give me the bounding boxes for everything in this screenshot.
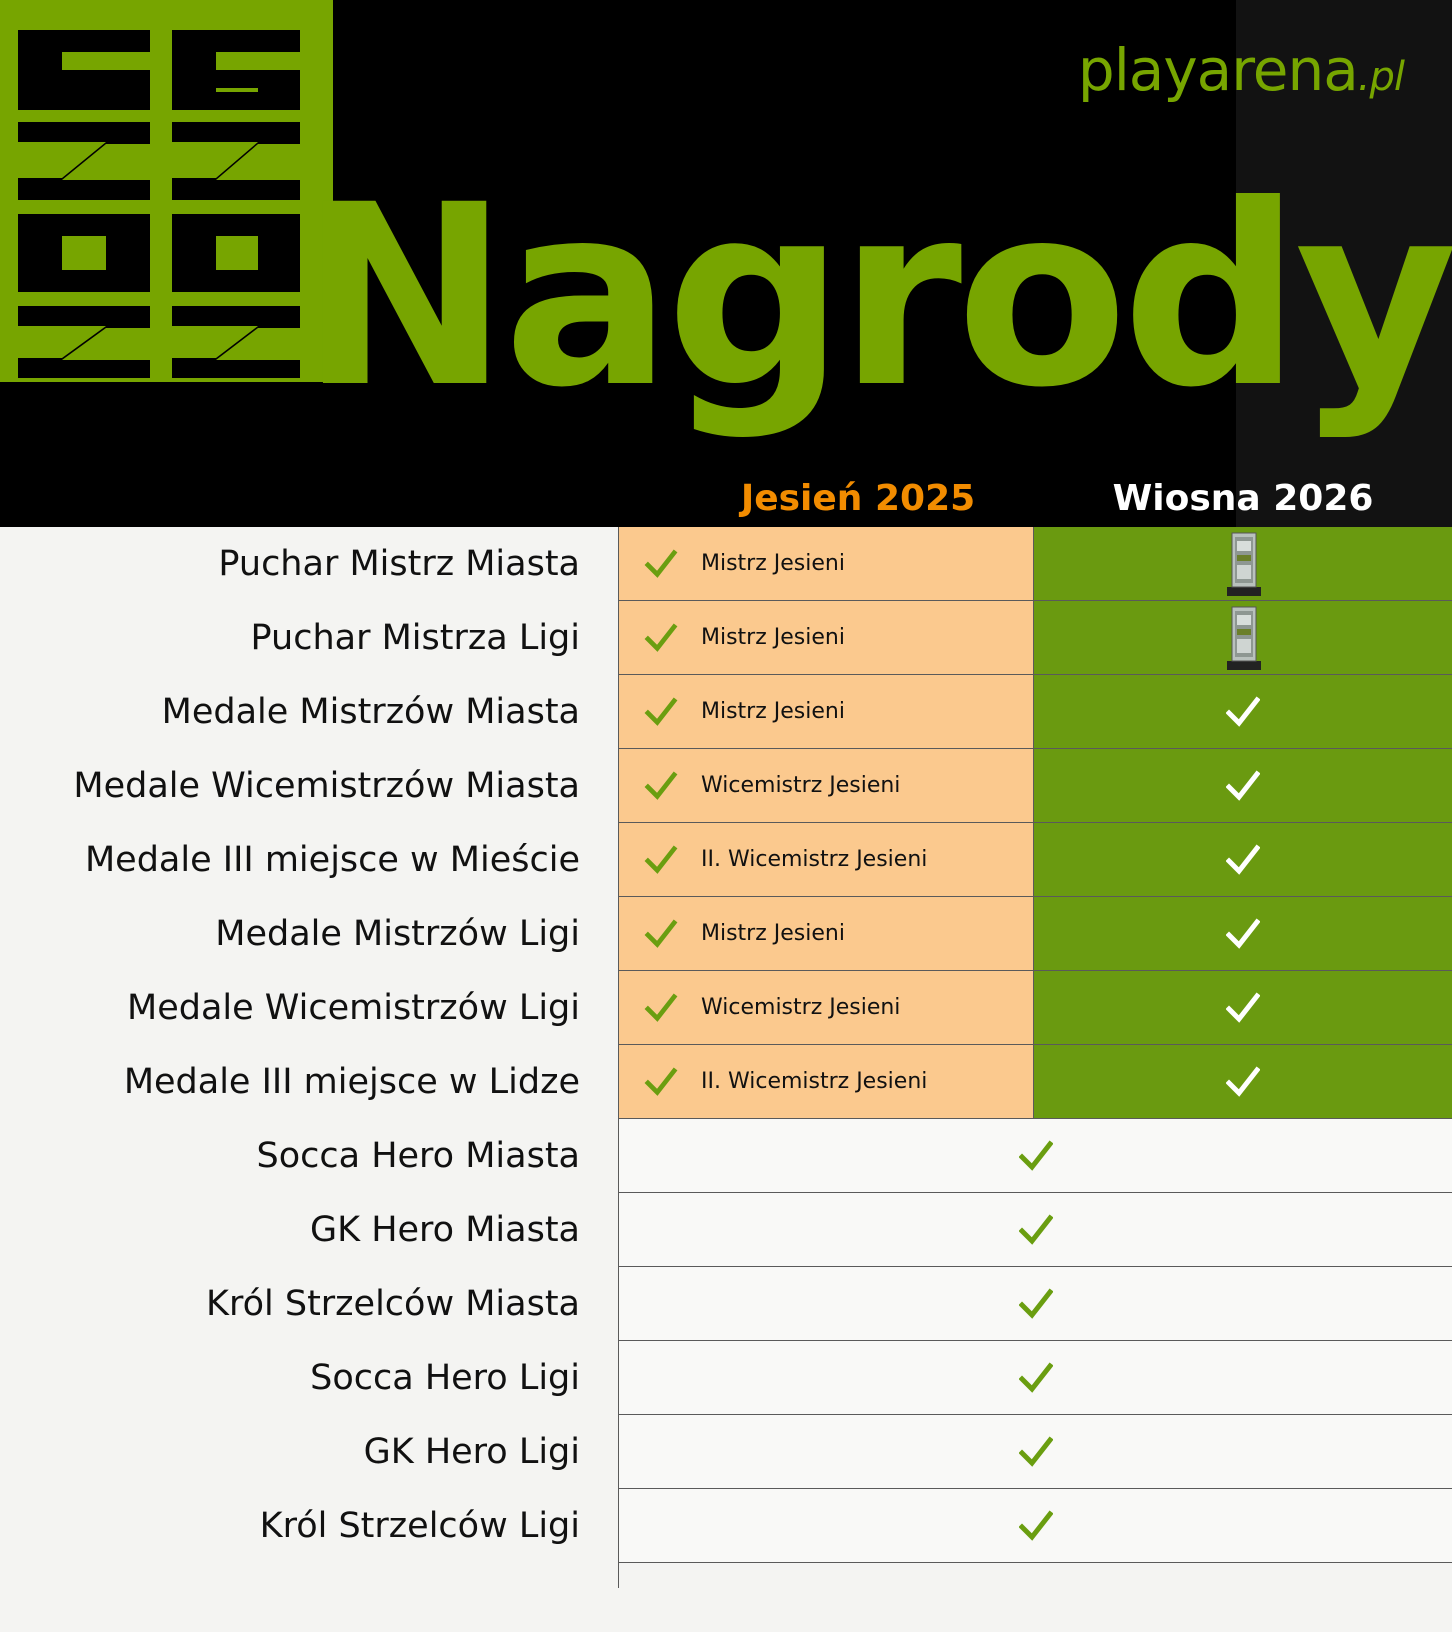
autumn-cell [618,1045,1034,1118]
page-title: Nagrody [300,151,1452,442]
award-label: Król Strzelców Miasta [206,1284,580,1324]
autumn-cell [618,823,1034,896]
check-icon [1019,1362,1053,1394]
autumn-award-text: Mistrz Jesieni [701,699,845,724]
check-icon [644,771,678,801]
autumn-award-text: II. Wicemistrz Jesieni [701,847,928,872]
award-label: Socca Hero Miasta [256,1136,580,1176]
spring-cell [1034,823,1452,896]
spring-cell [1034,527,1452,600]
autumn-award-text: Mistrz Jesieni [701,921,845,946]
autumn-cell [618,601,1034,674]
table-row [618,823,1452,897]
check-icon [1226,918,1260,950]
autumn-cell [618,527,1034,600]
autumn-award-text: Wicemistrz Jesieni [701,995,901,1020]
trophy-icon [1224,529,1264,598]
check-icon [1019,1510,1053,1542]
table-row [618,1119,1452,1193]
check-icon [644,623,678,653]
check-icon [1226,844,1260,876]
check-icon [644,993,678,1023]
table-row [618,1415,1452,1489]
table-row [618,675,1452,749]
award-label: Medale Mistrzów Miasta [161,692,580,732]
autumn-award-text: Mistrz Jesieni [701,625,845,650]
trophy-icon [1224,603,1264,672]
logo-suffix: .pl [1357,54,1404,100]
table-row [618,1341,1452,1415]
autumn-award-text: Wicemistrz Jesieni [701,773,901,798]
award-label: GK Hero Ligi [363,1432,580,1472]
check-icon [1226,1066,1260,1098]
award-label: Socca Hero Ligi [310,1358,580,1398]
autumn-award-text: II. Wicemistrz Jesieni [701,1069,928,1094]
spring-cell [1034,971,1452,1044]
check-icon [644,549,678,579]
table-row [618,971,1452,1045]
table-row [618,527,1452,601]
award-label: Puchar Mistrza Ligi [250,618,580,658]
check-icon [1226,770,1260,802]
award-label: Medale III miejsce w Lidze [123,1062,580,1102]
award-label: Król Strzelców Ligi [259,1506,580,1546]
table-row [618,601,1452,675]
award-label: Medale III miejsce w Mieście [84,840,580,880]
check-icon [1019,1288,1053,1320]
check-icon [1226,696,1260,728]
check-icon [644,1067,678,1097]
table-row [618,897,1452,971]
autumn-cell [618,897,1034,970]
award-label: Medale Mistrzów Ligi [215,914,580,954]
autumn-cell [618,675,1034,748]
check-icon [644,919,678,949]
year-digits-graphic [0,0,333,382]
check-icon [1019,1436,1053,1468]
logo-main: playarena [1077,36,1358,104]
award-label: Medale Wicemistrzów Miasta [73,766,580,806]
table-row [618,1267,1452,1341]
check-icon [644,697,678,727]
autumn-cell [618,749,1034,822]
table-row [618,1193,1452,1267]
spring-cell [1034,897,1452,970]
table-row [618,1489,1452,1563]
spring-cell [1034,601,1452,674]
autumn-award-text: Mistrz Jesieni [701,551,845,576]
award-labels [0,527,580,1563]
check-icon [1019,1140,1053,1172]
award-label: Medale Wicemistrzów Ligi [127,988,580,1028]
spring-cell [1034,1045,1452,1118]
check-icon [644,845,678,875]
header [0,0,1452,527]
award-label: GK Hero Miasta [310,1210,580,1250]
awards-table [618,527,1452,1563]
table-row [618,1045,1452,1119]
award-label: Puchar Mistrz Miasta [218,544,580,584]
spring-cell [1034,749,1452,822]
spring-cell [1034,675,1452,748]
table-row [618,749,1452,823]
autumn-cell [618,971,1034,1044]
year-block-graphic [0,0,333,382]
playarena-logo[interactable] [1078,36,1404,104]
check-icon [1019,1214,1053,1246]
column-header-spring: Wiosna 2026 [1112,478,1374,519]
check-icon [1226,992,1260,1024]
column-header-autumn: Jesień 2025 [740,478,976,519]
